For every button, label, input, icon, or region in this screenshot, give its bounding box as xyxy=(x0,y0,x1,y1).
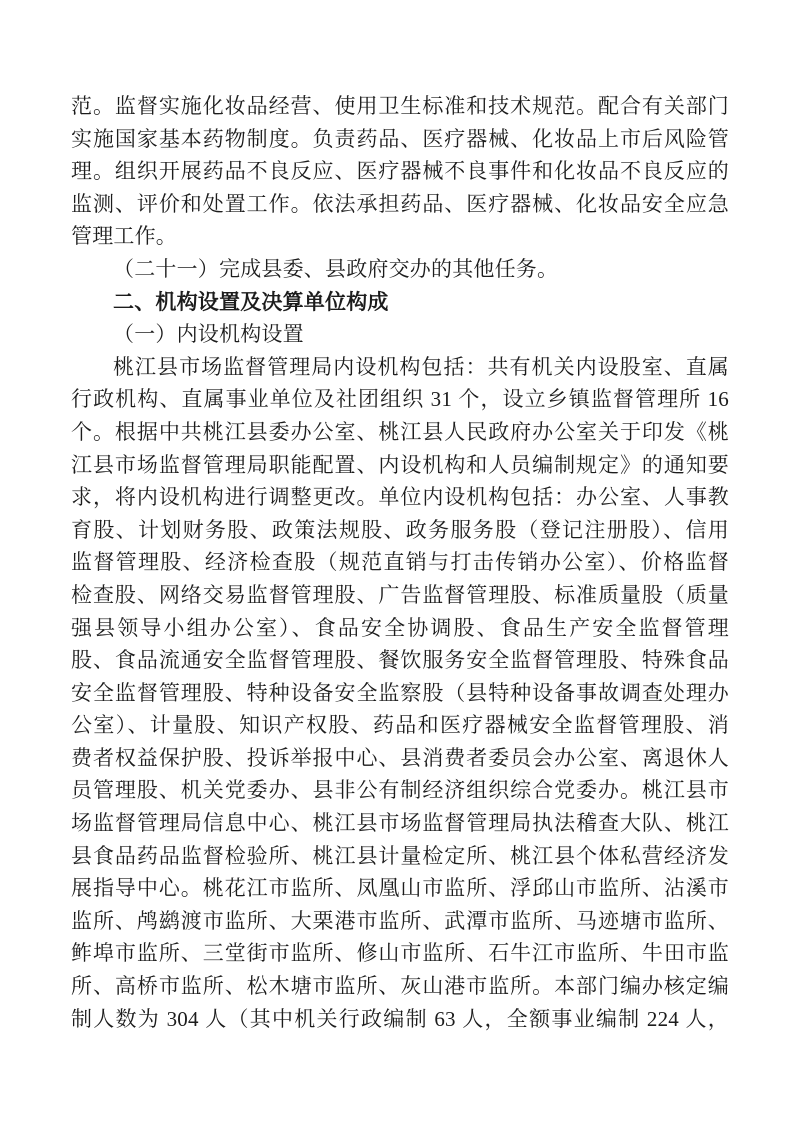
section-heading-text: 二、机构设置及决算单位构成 xyxy=(113,289,389,314)
text-line: 检查股、网络交易监督管理股、广告监督管理股、标准质量股（质量 xyxy=(71,582,729,607)
text-line: 求，将内设机构进行调整更改。单位内设机构包括：办公室、人事教 xyxy=(71,485,729,510)
paragraph-internal-organization xyxy=(71,351,729,1035)
text-line: 县食品药品监督检验所、桃江县计量检定所、桃江县个体私营经济发 xyxy=(71,843,729,868)
text-line: 桃江县市场监督管理局内设机构包括：共有机关内设股室、直属 xyxy=(113,354,729,379)
section-heading-2 xyxy=(71,286,729,319)
page-body xyxy=(71,90,729,1035)
text-line: 个。根据中共桃江县委办公室、桃江县人民政府办公室关于印发《桃 xyxy=(71,419,729,444)
text-line: 监督管理股、经济检查股（规范直销与打击传销办公室）、价格监督 xyxy=(71,550,729,575)
text-line: 场监督管理局信息中心、桃江县市场监督管理局执法稽查大队、桃江 xyxy=(71,811,729,836)
text-line: 展指导中心。桃花江市监所、凤凰山市监所、浮邱山市监所、沾溪市 xyxy=(71,876,729,901)
text-line: 股、食品流通安全监督管理股、餐饮服务安全监督管理股、特殊食品 xyxy=(71,648,729,673)
text-line: 江县市场监督管理局职能配置、内设机构和人员编制规定》的通知要 xyxy=(71,452,729,477)
text-line: 安全监督管理股、特种设备安全监察股（县特种设备事故调查处理办 xyxy=(71,680,729,705)
text-line: 实施国家基本药物制度。负责药品、医疗器械、化妆品上市后风险管 xyxy=(71,126,729,151)
text-line: 范。监督实施化妆品经营、使用卫生标准和技术规范。配合有关部门 xyxy=(71,94,729,118)
text-line: 育股、计划财务股、政策法规股、政务服务股（登记注册股）、信用 xyxy=(71,517,729,542)
text-line: （二十一）完成县委、县政府交办的其他任务。 xyxy=(113,256,559,281)
text-line: 员管理股、机关党委办、县非公有制经济组织综合党委办。桃江县市 xyxy=(71,778,729,803)
subsection-heading-1 xyxy=(71,318,729,351)
paragraph-drug-cosmetics-supervision xyxy=(71,90,729,253)
text-line: 强县领导小组办公室）、食品安全协调股、食品生产安全监督管理 xyxy=(71,615,729,640)
subsection-heading-text: （一）内设机构设置 xyxy=(113,322,304,347)
text-line: 制人数为 304 人（其中机关行政编制 63 人，全额事业编制 224 人， xyxy=(71,1006,729,1031)
text-line: 理。组织开展药品不良反应、医疗器械不良事件和化妆品不良反应的 xyxy=(71,159,729,184)
text-line: 费者权益保护股、投诉举报中心、县消费者委员会办公室、离退休人 xyxy=(71,745,729,770)
text-line: 公室）、计量股、知识产权股、药品和医疗器械安全监督管理股、消 xyxy=(71,713,729,738)
text-line: 所、高桥市监所、松木塘市监所、灰山港市监所。本部门编办核定编 xyxy=(71,974,729,999)
text-line: 监所、鸬鹚渡市监所、大栗港市监所、武潭市监所、马迹塘市监所、 xyxy=(71,908,729,933)
text-line: 行政机构、直属事业单位及社团组织 31 个，设立乡镇监督管理所 16 xyxy=(71,387,729,412)
paragraph-item-21 xyxy=(71,253,729,286)
text-line: 管理工作。 xyxy=(71,224,177,249)
text-line: 鲊埠市监所、三堂街市监所、修山市监所、石牛江市监所、牛田市监 xyxy=(71,941,729,966)
text-line: 监测、评价和处置工作。依法承担药品、医疗器械、化妆品安全应急 xyxy=(71,191,729,216)
